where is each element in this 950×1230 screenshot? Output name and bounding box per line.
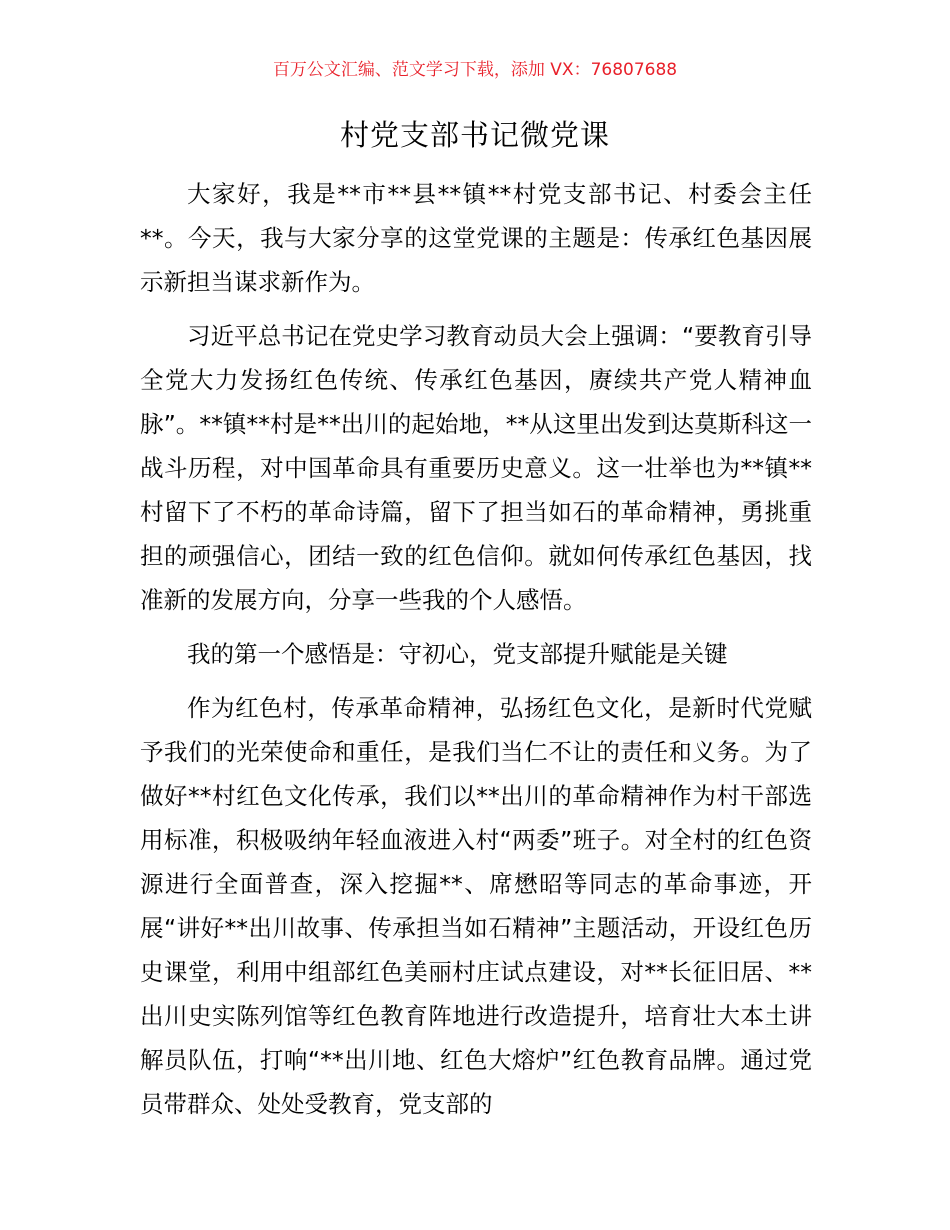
- paragraph-red-village: 作为红色村，传承革命精神，弘扬红色文化，是新时代党赋予我们的光荣使命和重任，是我们当仁不让的责任和义务。为了做好**村红色文化传承，我们以**出川的革命精神作为村干部选用标准，积极吸纳年轻血液进入村“两委”班子。对全村的红色资源进行全面普查，深入挖掘**、席懋昭等同志的革命事迹，开展“讲好**出川故事、传承担当如石精神”主题活动，开设红色历史课堂，利用中组部红色美丽村庄试点建设，对**长征旧居、**出川史实陈列馆等红色教育阵地进行改造提升，培育壮大本土讲解员队伍，打响“**出川地、红色大熔炉”红色教育品牌。通过党员带群众、处处受教育，党支部的: [140, 694, 812, 1118]
- document-body: [140, 172, 812, 1136]
- paragraph-first-insight: 我的第一个感悟是：守初心，党支部提升赋能是关键: [187, 640, 728, 668]
- paragraph-greeting: 大家好，我是**市**县**镇**村党支部书记、村委会主任**。今天，我与大家分享的这堂党课的主题是：传承红色基因展示新担当谋求新作为。: [140, 180, 812, 296]
- paragraph-quote: 习近平总书记在党史学习教育动员大会上强调：“要教育引导全党大力发扬红色传统、传承红色基因，赓续共产党人精神血脉”。**镇**村是**出川的起始地，**从这里出发到达莫斯科这一战斗历程，对中国革命具有重要历史意义。这一壮举也为**镇**村留下了不朽的革命诗篇，留下了担当如石的革命精神，勇挑重担的顽强信心，团结一致的红色信仰。就如何传承红色基因，找准新的发展方向，分享一些我的个人感悟。: [140, 322, 812, 614]
- document-title: 村党支部书记微党课: [339, 118, 610, 152]
- watermark-header: 百万公文汇编、范文学习下载，添加 VX：76807688: [272, 60, 678, 80]
